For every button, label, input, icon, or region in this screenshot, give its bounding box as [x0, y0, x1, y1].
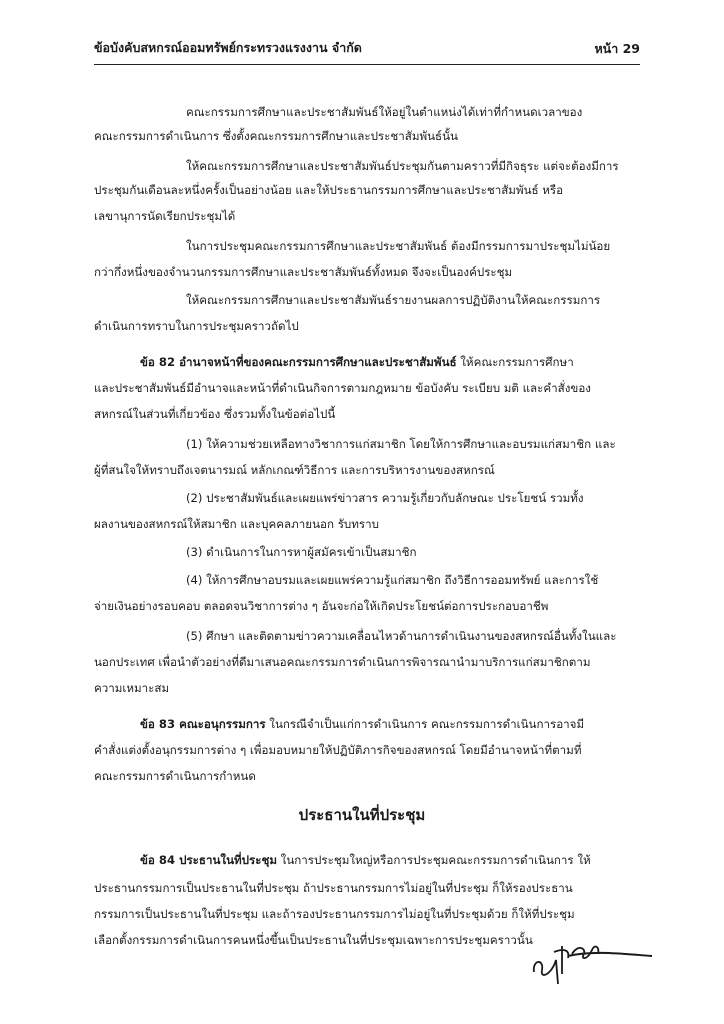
text-line: ความเหมาะสม — [94, 681, 170, 695]
page-number: หน้า 29 — [594, 41, 640, 56]
signature-mark — [528, 930, 658, 990]
text-line: ผลงานของสหกรณ์ให้สมาชิก และบุคคลภายนอก รับทราบ — [94, 517, 380, 531]
page-header — [94, 34, 640, 65]
text-line: สหกรณ์ในส่วนที่เกี่ยวข้อง ซึ่งรวมทั้งในข้อต่อไปนี้ — [94, 407, 336, 421]
list-item-4: (4) ให้การศึกษาอบรมและเผยแพร่ความรู้แก่สมาชิก ถึงวิธีการออมทรัพย์ และการใช้ — [186, 573, 599, 587]
text-line: คณะกรรมการดำเนินการ ซึ่งตั้งคณะกรรมการศึกษาและประชาสัมพันธ์นั้น — [94, 129, 458, 143]
list-item-1: (1) ให้ความช่วยเหลือทางวิชาการแก่สมาชิก โดยให้การศึกษาและอบรมแก่สมาชิก และ — [186, 437, 616, 451]
text-line: คณะกรรมการดำเนินการกำหนด — [94, 769, 256, 783]
text-line: คำสั่งแต่งตั้งอนุกรรมการต่าง ๆ เพื่อมอบหมายให้ปฏิบัติภารกิจของสหกรณ์ โดยมีอำนาจหน้าที่ตามที่ — [94, 743, 582, 757]
text-line: ให้คณะกรรมการศึกษาและประชาสัมพันธ์รายงานผลการปฏิบัติงานให้คณะกรรมการ — [186, 293, 601, 307]
text-line: เลขานุการนัดเรียกประชุมได้ — [94, 209, 236, 223]
text-line: และประชาสัมพันธ์มีอำนาจและหน้าที่ดำเนินกิจการตามกฎหมาย ข้อบังคับ ระเบียบ มติ และคำสั่งของ — [94, 381, 591, 395]
text-line: ในการประชุมคณะกรรมการศึกษาและประชาสัมพันธ์ ต้องมีกรรมการมาประชุมไม่น้อย — [186, 239, 611, 253]
text-line: นอกประเทศ เพื่อนำตัวอย่างที่ดีมาเสนอคณะกรรมการดำเนินการพิจารณานำมาบริการแก่สมาชิกตาม — [94, 655, 591, 669]
article-82-line: ข้อ 82 อำนาจหน้าที่ของคณะกรรมการศึกษาและประชาสัมพันธ์ ให้คณะกรรมการศึกษา — [140, 355, 574, 369]
text-line: ประธานกรรมการเป็นประธานในที่ประชุม ถ้าประธานกรรมการไม่อยู่ในที่ประชุม ก็ให้รองประธาน — [94, 881, 573, 895]
text-line: ดำเนินการทราบในการประชุมคราวถัดไป — [94, 319, 299, 333]
text-line: ผู้ที่สนใจให้ทราบถึงเจตนารมณ์ หลักเกณฑ์วิธีการ และการบริหารงานของสหกรณ์ — [94, 463, 495, 477]
article-83-line: ข้อ 83 คณะอนุกรรมการ ในกรณีจำเป็นแก่การดำเนินการ คณะกรรมการดำเนินการอาจมี — [140, 717, 585, 731]
section-heading: ประธานในที่ประชุม — [298, 806, 426, 824]
text-line: ให้คณะกรรมการศึกษาและประชาสัมพันธ์ประชุมกันตามคราวที่มีกิจธุระ แต่จะต้องมีการ — [186, 159, 619, 173]
signature — [528, 930, 658, 994]
text-line: เลือกตั้งกรรมการดำเนินการคนหนึ่งขึ้นเป็นประธานในที่ประชุมเฉพาะการประชุมคราวนั้น — [94, 933, 533, 947]
text-line: ประชุมกันเดือนละหนึ่งครั้งเป็นอย่างน้อย และให้ประธานกรรมการศึกษาและประชาสัมพันธ์ หรือ — [94, 183, 564, 197]
text-line: กรรมการเป็นประธานในที่ประชุม และถ้ารองประธานกรรมการไม่อยู่ในที่ประชุมด้วย ก็ให้ที่ประชุม — [94, 907, 575, 921]
list-item-3: (3) ดำเนินการในการหาผู้สมัครเข้าเป็นสมาชิก — [186, 545, 417, 559]
text-line: จ่ายเงินอย่างรอบคอบ ตลอดจนวิชาการต่าง ๆ อันจะก่อให้เกิดประโยชน์ต่อการประกอบอาชีพ — [94, 599, 549, 613]
article-84-line: ข้อ 84 ประธานในที่ประชุม ในการประชุมใหญ่หรือการประชุมคณะกรรมการดำเนินการ ให้ — [140, 853, 591, 867]
list-item-5: (5) ศึกษา และติดตามข่าวความเคลื่อนไหวด้านการดำเนินงานของสหกรณ์อื่นทั้งในและ — [186, 629, 617, 643]
document-title: ข้อบังคับสหกรณ์ออมทรัพย์กระทรวงแรงงาน จำกัด — [94, 40, 362, 55]
text-line: คณะกรรมการศึกษาและประชาสัมพันธ์ให้อยู่ในตำแหน่งได้เท่าที่กำหนดเวลาของ — [186, 105, 583, 119]
list-item-2: (2) ประชาสัมพันธ์และเผยแพร่ข่าวสาร ความรู้เกี่ยวกับลักษณะ ประโยชน์ รวมทั้ง — [186, 491, 584, 505]
text-line: กว่ากึ่งหนึ่งของจำนวนกรรมการศึกษาและประชาสัมพันธ์ทั้งหมด จึงจะเป็นองค์ประชุม — [94, 265, 513, 279]
